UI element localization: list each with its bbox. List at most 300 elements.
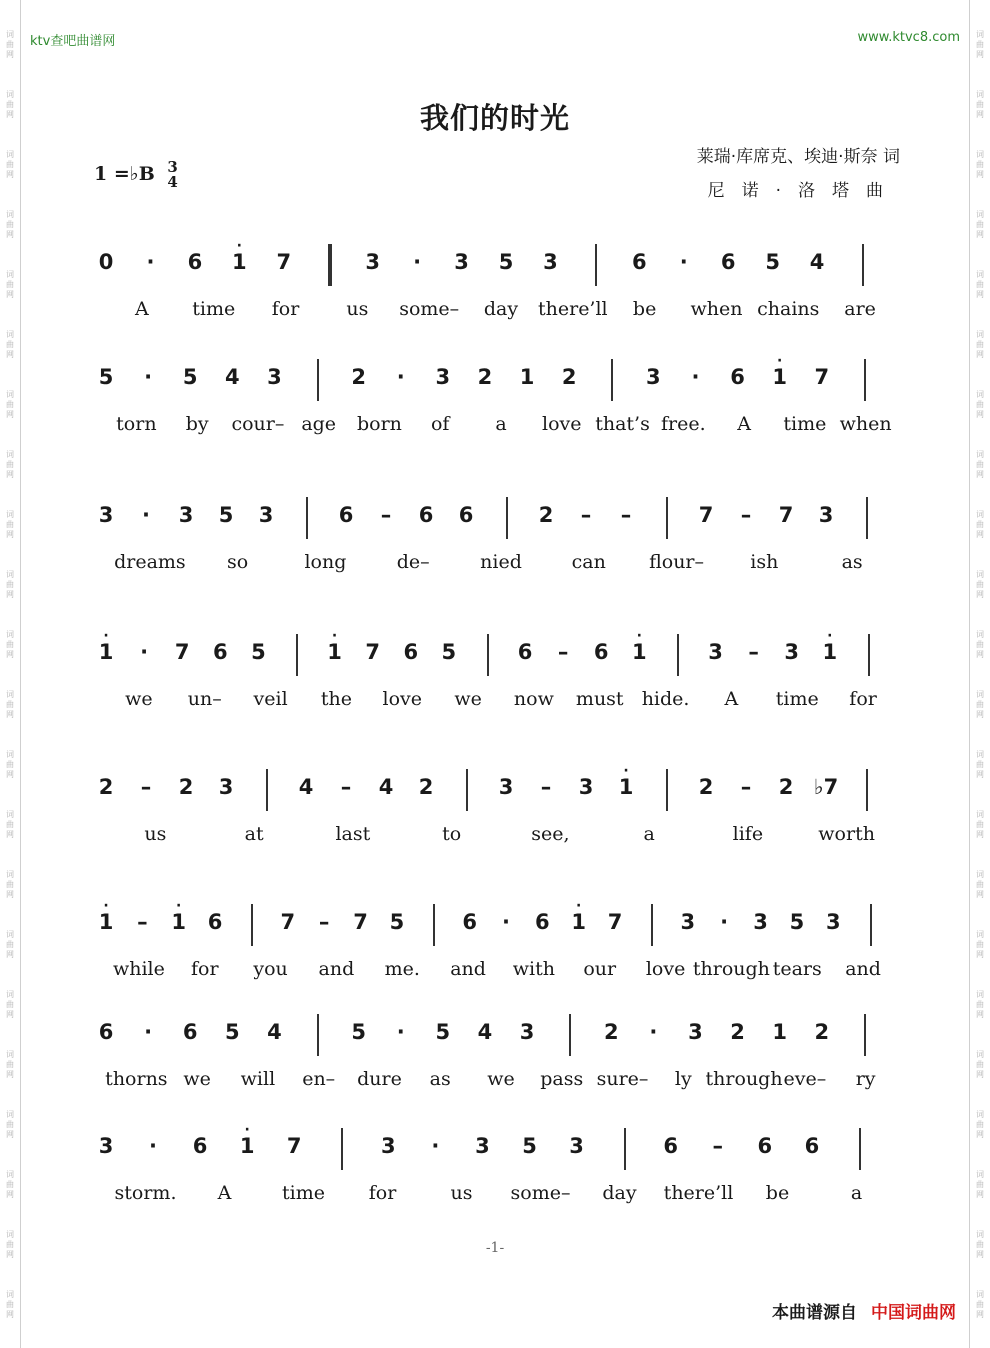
note: 3 xyxy=(258,503,274,527)
note: · xyxy=(142,503,150,527)
score-row xyxy=(88,240,908,320)
note: 2 xyxy=(351,365,366,389)
side-watermark: 词 曲 网 xyxy=(976,1110,984,1139)
octave-dot: · xyxy=(244,1122,250,1138)
time-top: 3 xyxy=(167,158,178,176)
octave-dot: · xyxy=(103,628,109,644)
note: 7 xyxy=(814,365,830,389)
note: 2 xyxy=(98,775,114,799)
note: 3 xyxy=(646,365,661,389)
footer-source-site[interactable]: 中国词曲网 xyxy=(871,1303,956,1323)
lyric-word: will xyxy=(240,1068,276,1090)
score-row xyxy=(88,630,908,710)
lyric-word: me. xyxy=(384,958,420,980)
lyric-word: some– xyxy=(510,1182,571,1204)
note: – xyxy=(740,775,752,799)
lyric-word: now xyxy=(513,688,554,710)
note: 3 xyxy=(519,1020,535,1044)
note: 6 xyxy=(720,250,736,274)
lyric-word: that’s xyxy=(595,413,650,435)
note: 1 · xyxy=(822,628,838,664)
side-watermark: 词 曲 网 xyxy=(6,990,14,1019)
side-watermark: 词 曲 网 xyxy=(6,390,14,419)
note: – xyxy=(137,910,148,934)
lyric-word: the xyxy=(320,688,352,710)
time-bottom: 4 xyxy=(167,173,178,191)
side-watermark: 词 曲 网 xyxy=(976,270,984,299)
note: 6 xyxy=(182,1020,198,1044)
note: 3 xyxy=(498,775,514,799)
note: – xyxy=(557,640,569,664)
note: 3 xyxy=(688,1020,703,1044)
lyric-word: worth xyxy=(818,823,875,845)
side-watermark: 词 曲 网 xyxy=(6,630,14,659)
lyric-word: chains xyxy=(757,298,820,320)
note: 5 xyxy=(522,1134,537,1158)
lyric-word: pass xyxy=(540,1068,584,1090)
lyric-word: we xyxy=(125,688,153,710)
side-watermark: 词 曲 网 xyxy=(6,870,14,899)
footer-source xyxy=(772,1298,956,1323)
lyric-word: there’ll xyxy=(663,1182,734,1204)
barline xyxy=(466,769,468,811)
barline xyxy=(251,904,253,946)
note: 7 xyxy=(353,910,368,934)
lyric-word: we xyxy=(487,1068,515,1090)
note: 3 xyxy=(825,910,841,934)
barline xyxy=(864,1014,866,1056)
barline xyxy=(266,769,268,811)
lyric-word: free. xyxy=(660,413,706,435)
barline xyxy=(296,634,298,676)
lyric-word: dreams xyxy=(114,551,186,573)
side-watermark: 词 曲 网 xyxy=(6,810,14,839)
note: 5 xyxy=(435,1020,451,1044)
side-watermark: 词 曲 网 xyxy=(976,870,984,899)
note: · xyxy=(146,250,155,274)
header-right-url[interactable]: www.ktvc8.com xyxy=(857,30,960,45)
barline xyxy=(487,634,489,676)
lyric-word: be xyxy=(632,298,657,320)
side-watermark: 词 曲 网 xyxy=(976,1290,984,1319)
note: · xyxy=(144,1020,153,1044)
left-watermark-strip xyxy=(0,0,21,1348)
header-left-site[interactable]: ktv查吧曲谱网 xyxy=(30,34,116,49)
lyric-word: torn xyxy=(116,413,157,435)
lyric-word: for xyxy=(190,958,219,980)
side-watermark: 词 曲 网 xyxy=(976,90,984,119)
note: – xyxy=(318,910,330,934)
note: 0 xyxy=(98,250,114,274)
note: – xyxy=(580,503,592,527)
barline xyxy=(666,497,668,539)
lyric-word: sure– xyxy=(596,1068,649,1090)
note: 4 xyxy=(477,1020,493,1044)
lyric-word: long xyxy=(304,551,347,573)
note: 1 · xyxy=(571,898,587,934)
key-signature xyxy=(94,160,178,190)
note: · xyxy=(502,910,510,934)
lyric-word: time xyxy=(775,688,819,710)
barline xyxy=(569,1014,571,1056)
side-watermark: 词 曲 网 xyxy=(976,390,984,419)
lyric-word: ry xyxy=(855,1068,876,1090)
octave-dot: · xyxy=(827,628,833,644)
lyric-word: see, xyxy=(531,823,570,845)
side-watermark: 词 曲 网 xyxy=(6,330,14,359)
side-watermark: 词 曲 网 xyxy=(6,1230,14,1259)
score-row xyxy=(88,355,908,435)
side-watermark: 词 曲 网 xyxy=(6,90,14,119)
key-text: 1 =♭B xyxy=(94,163,155,185)
lyric-word: A xyxy=(135,298,149,320)
note: – xyxy=(748,640,759,664)
note: 6 xyxy=(517,640,533,664)
note: 1 · xyxy=(171,898,187,934)
barline xyxy=(317,1014,319,1056)
lyric-word: cour– xyxy=(231,413,285,435)
side-watermark: 词 曲 网 xyxy=(976,150,984,179)
lyric-word: time xyxy=(192,298,236,320)
note: 6 xyxy=(338,503,354,527)
song-title: 我们的时光 xyxy=(419,101,570,135)
octave-dot: · xyxy=(777,353,783,369)
note: 6 xyxy=(730,365,745,389)
note: 6 xyxy=(535,910,550,934)
side-watermark: 词 曲 网 xyxy=(6,690,14,719)
lyric-word: love xyxy=(542,413,582,435)
side-watermark: 词 曲 网 xyxy=(6,510,14,539)
note: 2 xyxy=(418,775,434,799)
side-watermark: 词 曲 网 xyxy=(6,150,14,179)
lyric-word: storm. xyxy=(114,1182,177,1204)
barline xyxy=(868,634,870,676)
lyric-word: last xyxy=(335,823,371,845)
note: 7 xyxy=(174,640,190,664)
side-watermark: 词 曲 网 xyxy=(976,1230,984,1259)
note: 7 xyxy=(365,640,380,664)
note: 3 xyxy=(784,640,800,664)
note: 7 xyxy=(276,250,292,274)
note: 2 xyxy=(698,775,714,799)
lyric-word: nied xyxy=(480,551,522,573)
note: · xyxy=(691,365,700,389)
side-watermark: 词 曲 网 xyxy=(6,930,14,959)
lyric-word: for xyxy=(271,298,300,320)
note: · xyxy=(649,1020,658,1044)
note: – xyxy=(380,503,392,527)
lyric-word: a xyxy=(850,1182,863,1204)
note: 4 xyxy=(298,775,314,799)
side-watermark: 词 曲 网 xyxy=(6,270,14,299)
side-watermark: 词 曲 网 xyxy=(6,1110,14,1139)
score-row xyxy=(88,765,908,845)
note: 2 xyxy=(538,503,554,527)
note: 2 xyxy=(477,365,493,389)
note: 5 xyxy=(389,910,405,934)
note: 5 xyxy=(789,910,805,934)
note: 1 xyxy=(519,365,535,389)
note: 1 · xyxy=(772,353,787,389)
note: 3 xyxy=(569,1134,584,1158)
note: 7 xyxy=(778,503,794,527)
lyric-word: with xyxy=(512,958,556,980)
note: 6 xyxy=(403,640,419,664)
side-watermark: 词 曲 网 xyxy=(6,750,14,779)
side-watermark: 词 曲 网 xyxy=(6,30,14,59)
note: – xyxy=(540,775,552,799)
note: 6 xyxy=(207,910,223,934)
note: 2 xyxy=(730,1020,745,1044)
lyric-word: A xyxy=(737,413,751,435)
note: 6 xyxy=(192,1134,208,1158)
note: 2 xyxy=(778,775,794,799)
note: 3 xyxy=(381,1134,396,1158)
lyric-word: some– xyxy=(399,298,460,320)
note: · xyxy=(396,365,405,389)
side-watermark: 词 曲 网 xyxy=(6,1050,14,1079)
lyric-word: thorns xyxy=(105,1068,168,1090)
note: 5 xyxy=(765,250,780,274)
note: 4 xyxy=(809,250,825,274)
octave-dot: · xyxy=(636,628,642,644)
lyric-word: de– xyxy=(396,551,430,573)
side-watermark: 词 曲 网 xyxy=(976,30,984,59)
side-watermark: 词 曲 网 xyxy=(976,990,984,1019)
note: · xyxy=(720,910,729,934)
barline xyxy=(666,769,668,811)
page-number: -1- xyxy=(485,1240,505,1256)
side-watermark: 词 曲 网 xyxy=(6,1290,14,1319)
lyric-word: A xyxy=(217,1182,232,1204)
octave-dot: · xyxy=(236,238,242,254)
octave-dot: · xyxy=(623,763,629,779)
lyric-word: ly xyxy=(674,1068,692,1090)
note: · xyxy=(140,640,149,664)
note: · xyxy=(431,1134,440,1158)
footer-source-label: 本曲谱源自 xyxy=(772,1303,857,1323)
note: 3 xyxy=(435,365,451,389)
side-watermark: 词 曲 网 xyxy=(976,330,984,359)
note: 4 xyxy=(267,1020,282,1044)
lyric-word: ish xyxy=(750,551,779,573)
note: – xyxy=(712,1134,723,1158)
side-watermark: 词 曲 网 xyxy=(6,450,14,479)
score-row xyxy=(88,493,908,573)
lyric-word: through xyxy=(692,958,770,980)
lyric-word: eve– xyxy=(783,1068,827,1090)
repeat-barline xyxy=(328,244,332,286)
note: 6 xyxy=(663,1134,679,1158)
note: 4 xyxy=(225,365,240,389)
note: 7 xyxy=(698,503,714,527)
score-row xyxy=(88,900,908,980)
note: 1 · xyxy=(232,238,247,274)
barline xyxy=(624,1128,626,1170)
right-watermark-strip xyxy=(969,0,990,1348)
side-watermark: 词 曲 网 xyxy=(976,510,984,539)
note: 3 xyxy=(98,1134,114,1158)
lyric-word: when xyxy=(839,413,892,435)
lyric-word: we xyxy=(183,1068,211,1090)
lyric-word: through xyxy=(705,1068,783,1090)
side-watermark: 词 曲 网 xyxy=(976,1050,984,1079)
side-watermark: 词 曲 网 xyxy=(976,750,984,779)
barline xyxy=(306,497,308,539)
note: 6 xyxy=(804,1134,820,1158)
note: 3 xyxy=(98,503,114,527)
note: · xyxy=(149,1134,158,1158)
lyric-word: you xyxy=(253,958,288,980)
side-watermark: 词 曲 网 xyxy=(976,570,984,599)
lyric-word: we xyxy=(454,688,482,710)
lyric-word: love xyxy=(382,688,422,710)
lyric-word: tears xyxy=(772,958,822,980)
time-signature xyxy=(167,160,177,190)
note: 5 xyxy=(225,1020,240,1044)
lyric-word: day xyxy=(602,1182,637,1204)
barline xyxy=(866,769,868,811)
lyric-word: to xyxy=(442,823,462,845)
lyric-word: as xyxy=(841,551,863,573)
lyric-word: so xyxy=(227,551,249,573)
lyric-word: by xyxy=(185,413,209,435)
note: 3 xyxy=(218,775,234,799)
note: 1 · xyxy=(327,628,342,664)
barline xyxy=(866,497,868,539)
note: 6 xyxy=(593,640,609,664)
note: 5 xyxy=(218,503,234,527)
note: 1 · xyxy=(98,628,114,664)
barline xyxy=(862,244,864,286)
lyric-word: while xyxy=(112,958,165,980)
side-watermark: 词 曲 网 xyxy=(6,210,14,239)
note: 1 xyxy=(772,1020,787,1044)
lyricist-credit: 莱瑞·库席克、埃迪·斯奈 词 xyxy=(696,147,900,167)
note: 2 xyxy=(603,1020,619,1044)
lyric-word: and xyxy=(845,958,881,980)
lyric-word: our xyxy=(583,958,617,980)
note: 5 xyxy=(98,365,114,389)
lyric-word: love xyxy=(645,958,686,980)
note: 3 xyxy=(578,775,594,799)
barline xyxy=(651,904,653,946)
lyric-word: and xyxy=(450,958,486,980)
lyric-word: hide. xyxy=(641,688,690,710)
score-row xyxy=(88,1124,908,1204)
barline xyxy=(864,359,866,401)
note: 2 xyxy=(814,1020,830,1044)
score-row xyxy=(88,1010,908,1090)
lyric-word: veil xyxy=(253,688,288,710)
lyric-word: be xyxy=(765,1182,790,1204)
lyric-word: as xyxy=(429,1068,451,1090)
note: 6 xyxy=(187,250,203,274)
barline xyxy=(506,497,508,539)
side-watermark: 词 曲 网 xyxy=(976,1170,984,1199)
note: – xyxy=(620,503,632,527)
lyric-word: are xyxy=(844,298,876,320)
note: 2 xyxy=(178,775,194,799)
note: · xyxy=(413,250,422,274)
lyric-word: flour– xyxy=(649,551,705,573)
side-watermark: 词 曲 网 xyxy=(976,930,984,959)
octave-dot: · xyxy=(576,898,582,914)
note: 7 xyxy=(607,910,623,934)
note: 3 xyxy=(365,250,380,274)
note: 3 xyxy=(753,910,768,934)
note: – xyxy=(740,503,752,527)
note: 6 xyxy=(418,503,434,527)
lyric-word: time xyxy=(783,413,827,435)
note: 5 xyxy=(351,1020,366,1044)
barline xyxy=(317,359,319,401)
note: ♭7 xyxy=(813,775,839,799)
side-watermark: 词 曲 网 xyxy=(976,630,984,659)
octave-dot: · xyxy=(331,628,338,644)
note: · xyxy=(396,1020,405,1044)
side-watermark: 词 曲 网 xyxy=(976,690,984,719)
lyric-word: for xyxy=(368,1182,397,1204)
lyric-word: when xyxy=(690,298,743,320)
lyric-word: age xyxy=(301,413,337,435)
note: 3 xyxy=(267,365,282,389)
side-watermark: 词 曲 网 xyxy=(976,210,984,239)
lyric-word: of xyxy=(430,413,450,435)
side-watermark: 词 曲 网 xyxy=(976,810,984,839)
note: · xyxy=(679,250,688,274)
note: – xyxy=(340,775,352,799)
lyric-word: us xyxy=(450,1182,473,1204)
note: 5 xyxy=(182,365,198,389)
note: 1 · xyxy=(98,898,114,934)
note: 5 xyxy=(441,640,457,664)
note: 6 xyxy=(757,1134,773,1158)
lyric-word: dure xyxy=(357,1068,402,1090)
lyric-word: and xyxy=(318,958,355,980)
barline xyxy=(859,1128,861,1170)
side-watermark: 词 曲 网 xyxy=(6,1170,14,1199)
lyric-word: born xyxy=(356,413,402,435)
barline xyxy=(611,359,613,401)
lyric-word: life xyxy=(732,823,764,845)
note: 3 xyxy=(680,910,696,934)
lyric-word: can xyxy=(571,551,606,573)
lyric-word: a xyxy=(643,823,655,845)
barline xyxy=(433,904,435,946)
barline xyxy=(341,1128,343,1170)
octave-dot: · xyxy=(176,898,182,914)
note: 3 xyxy=(708,640,723,664)
lyric-word: at xyxy=(244,823,264,845)
lyric-word: a xyxy=(495,413,507,435)
note: 2 xyxy=(561,365,577,389)
note: 6 xyxy=(458,503,474,527)
note: 7 xyxy=(280,910,296,934)
note: · xyxy=(144,365,153,389)
note: 6 xyxy=(462,910,477,934)
note: 3 xyxy=(475,1134,490,1158)
note: 5 xyxy=(498,250,514,274)
note: 3 xyxy=(818,503,834,527)
note: 5 xyxy=(251,640,266,664)
composer-credit: 尼诺·洛塔曲 xyxy=(707,181,900,201)
note: 6 xyxy=(98,1020,114,1044)
lyric-word: there’ll xyxy=(537,298,608,320)
lyric-word: time xyxy=(282,1182,325,1204)
side-watermark: 词 曲 网 xyxy=(976,450,984,479)
barline xyxy=(870,904,872,946)
